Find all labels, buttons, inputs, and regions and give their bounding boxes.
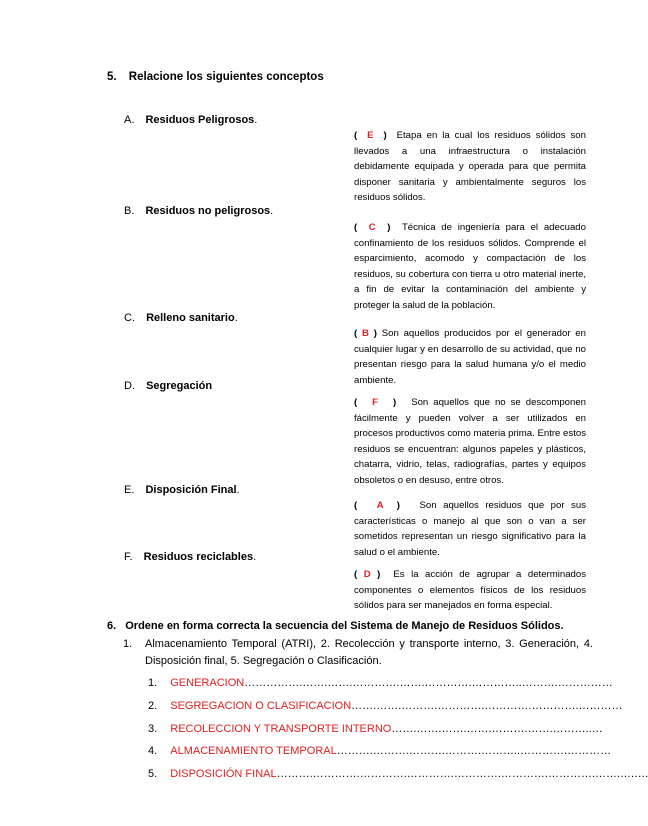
term-label: Residuos Peligrosos — [145, 114, 255, 126]
answer-row-1 — [148, 677, 613, 689]
term-label: Relleno sanitario — [146, 312, 235, 324]
term-suffix: . — [236, 484, 240, 496]
term-suffix: . — [253, 551, 257, 563]
definition-text: Son aquellos residuos que por sus características o manejo al que son o van a ser sometidos representan un riesgo significativo para la salud o el ambiente. — [354, 500, 586, 558]
paren-open: ( — [354, 222, 358, 233]
paren-open: ( — [354, 130, 358, 141]
paren-open: ( — [354, 569, 358, 580]
leader-dots: …….…….……….………….………….………….………… — [351, 700, 623, 712]
term-d — [124, 380, 212, 392]
answer-row-3 — [148, 723, 603, 735]
definition-6 — [354, 567, 586, 614]
paren-close: ) — [387, 222, 391, 233]
answer-number: 2. — [148, 700, 158, 712]
answer-number: 4. — [148, 745, 158, 757]
answer-letter: A — [376, 500, 384, 511]
term-label: Residuos reciclables — [143, 551, 254, 563]
term-suffix: . — [234, 312, 238, 324]
paren-close: ) — [377, 569, 381, 580]
term-letter: A. — [124, 114, 135, 126]
answer-number: 5. — [148, 768, 158, 780]
definition-text: Etapa en la cual los residuos sólidos son llevados a una infraestructura o instalación debidamente equipada y operada para que permita disponer sanitaria y ambientalmente seguros los residuos sólidos. — [354, 130, 586, 204]
definition-text: Son aquellos que no se descomponen fácilmente y pueden volver a ser utilizados en procesos productivos como materia prima. Entre estos residuos se encuentran: algunos papeles y plásticos, chatarra, vidrio, telas, radiografías, partes y equipos obsoletos o en desuso, entre otros. — [354, 397, 587, 486]
paren-close: ) — [373, 328, 377, 339]
paren-close: ) — [396, 500, 400, 511]
definition-text: Es la acción de agrupar a determinados componentes o elementos físicos de los residuos sólidos para ser manejados en forma especial. — [354, 569, 587, 612]
answer-text: RECOLECCION Y TRANSPORTE INTERNO — [170, 723, 392, 735]
answer-number: 1. — [148, 677, 158, 689]
term-letter: B. — [124, 205, 135, 217]
term-letter: E. — [124, 484, 135, 496]
term-a — [124, 114, 257, 126]
answer-text: SEGREGACION O CLASIFICACION — [170, 700, 352, 712]
answer-letter: F — [372, 397, 379, 408]
term-label: Segregación — [146, 380, 213, 392]
definition-1 — [354, 128, 586, 206]
question-title: Relacione los siguientes conceptos — [128, 71, 324, 83]
definition-4 — [354, 395, 586, 489]
intro-text: Almacenamiento Temporal (ATRI), 2. Recolección y transporte interno, 3. Generación, 4. Disposición final, 5. Segregación o Clasificación. — [145, 638, 593, 667]
term-c — [124, 312, 238, 324]
leader-dots: ……….………….………….………….………….………….………….…….….…. — [276, 768, 648, 780]
paren-open: ( — [354, 397, 358, 408]
term-letter: D. — [124, 380, 135, 392]
answer-number: 3. — [148, 723, 158, 735]
leader-dots: …………….…….…….………….…….………….…………..……….…………… — [244, 677, 613, 689]
question-title: Ordene en forma correcta la secuencia del Sistema de Manejo de Residuos Sólidos. — [125, 620, 564, 632]
question-number: 5. — [107, 71, 117, 83]
definition-text: Son aquellos producidos por el generador en cualquier lugar y en desarrollo de su actividad, que no presentan riesgo para la salud humana y/o el medio ambiente. — [354, 328, 586, 386]
intro-number: 1. — [123, 638, 133, 650]
definition-5 — [354, 498, 586, 560]
question-6-intro — [123, 636, 593, 669]
answer-letter: C — [368, 222, 376, 233]
question-5-title-row — [107, 71, 324, 83]
definition-text: Técnica de ingeniería para el adecuado confinamiento de los residuos sólidos. Comprende el esparcimiento, acomodo y compactación de los residuos, su cobertura con tierra u otro material inerte, a fin de evitar la contaminación del ambiente y proteger la salud de la población. — [354, 222, 586, 311]
term-letter: F. — [124, 551, 133, 563]
answer-text: ALMACENAMIENTO TEMPORAL — [170, 745, 337, 757]
leader-dots: ……….……….……….……….………..………….………… — [336, 745, 612, 757]
term-suffix: . — [270, 205, 274, 217]
answer-row-4 — [148, 745, 612, 757]
term-b — [124, 205, 273, 217]
term-letter: C. — [124, 312, 135, 324]
term-suffix: . — [254, 114, 258, 126]
question-number: 6. — [107, 620, 117, 632]
term-label: Residuos no peligrosos — [145, 205, 271, 217]
answer-letter: B — [362, 328, 369, 339]
answer-letter: D — [363, 569, 371, 580]
paren-close: ) — [393, 397, 397, 408]
answer-text: GENERACION — [170, 677, 245, 689]
definition-3 — [354, 326, 586, 388]
answer-letter: E — [367, 130, 374, 141]
term-e — [124, 484, 240, 496]
question-6-title-row — [107, 620, 564, 632]
answer-row-5 — [148, 768, 648, 780]
paren-open: ( — [354, 328, 358, 339]
term-label: Disposición Final — [145, 484, 237, 496]
answer-row-2 — [148, 700, 623, 712]
leader-dots: …….…….…….…….……….…….………..… — [391, 723, 603, 735]
term-f — [124, 551, 256, 563]
paren-open: ( — [354, 500, 358, 511]
definition-2 — [354, 220, 586, 314]
paren-close: ) — [383, 130, 387, 141]
answer-text: DISPOSICIÓN FINAL — [170, 768, 277, 780]
